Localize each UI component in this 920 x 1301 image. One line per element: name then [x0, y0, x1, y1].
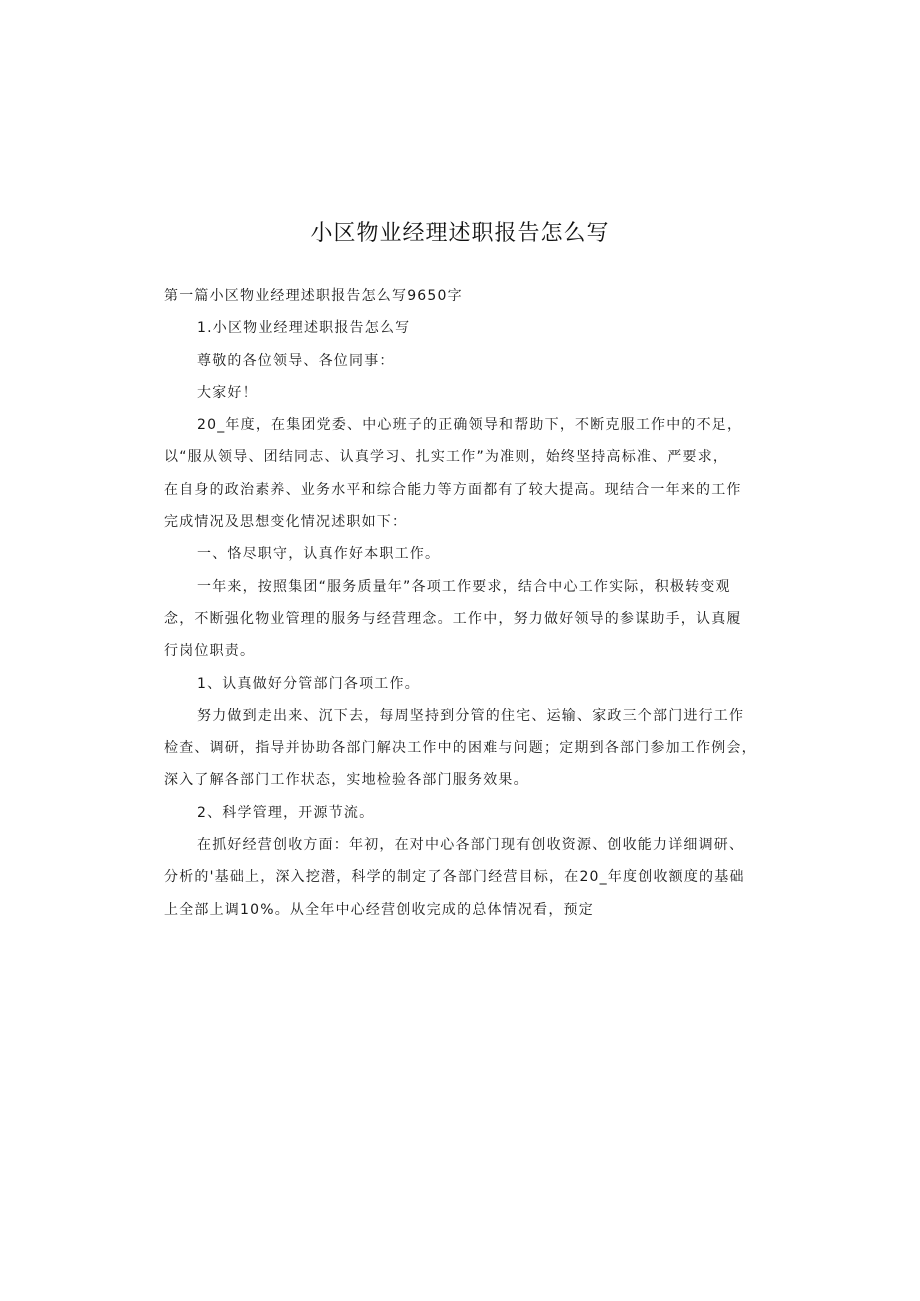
body-line: 在自身的政治素养、业务水平和综合能力等方面都有了较大提高。现结合一年来的工作	[164, 481, 742, 498]
body-line: 念，不断强化物业管理的服务与经营理念。工作中，努力做好领导的参谋助手，认真履	[164, 610, 742, 627]
document-title: 小区物业经理述职报告怎么写	[310, 221, 610, 246]
body-line: 上全部上调10%。从全年中心经营创收完成的总体情况看，预定	[164, 901, 594, 918]
body-line: 一、恪尽职守，认真作好本职工作。	[197, 546, 441, 563]
body-line: 20_年度，在集团党委、中心班子的正确领导和帮助下，不断克服工作中的不足，	[197, 417, 743, 434]
body-line: 一年来，按照集团“服务质量年”各项工作要求，结合中心工作实际，积极转变观	[197, 578, 731, 595]
body-line: 第一篇小区物业经理述职报告怎么写9650字	[164, 288, 463, 304]
body-line: 在抓好经营创收方面：年初，在对中心各部门现有创收资源、创收能力详细调研、	[197, 837, 745, 854]
body-line: 大家好！	[197, 384, 258, 401]
body-line: 2、科学管理，开源节流。	[197, 804, 375, 821]
body-line: 深入了解各部门工作状态，实地检验各部门服务效果。	[164, 772, 529, 789]
body-line: 努力做到走出来、沉下去，每周坚持到分管的住宅、运输、家政三个部门进行工作	[197, 707, 745, 724]
body-line: 1、认真做好分管部门各项工作。	[197, 675, 420, 692]
body-line: 以“服从领导、团结同志、认真学习、扎实工作”为准则，始终坚持高标准、严要求，	[164, 449, 729, 466]
body-line: 行岗位职责。	[164, 643, 256, 660]
document-body	[164, 280, 764, 926]
body-line: 1.小区物业经理述职报告怎么写	[197, 320, 411, 337]
body-line: 分析的'基础上，深入挖潜，科学的制定了各部门经营目标，在20_年度创收额度的基础	[164, 869, 745, 886]
body-line: 尊敬的各位领导、各位同事：	[197, 352, 395, 369]
body-line: 检查、调研，指导并协助各部门解决工作中的困难与问题；定期到各部门参加工作例会，	[164, 740, 757, 757]
body-line: 完成情况及思想变化情况述职如下：	[164, 514, 408, 531]
